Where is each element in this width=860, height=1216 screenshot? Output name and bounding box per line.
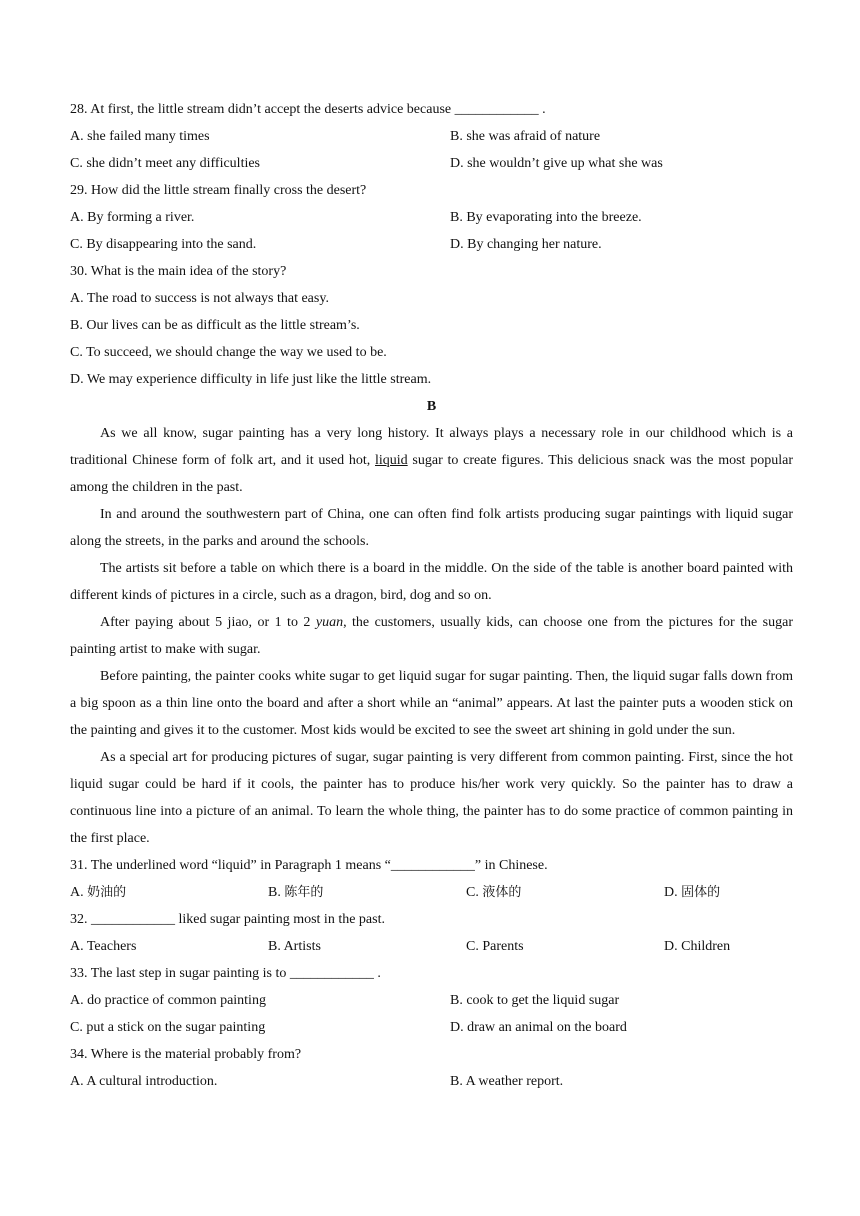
exam-page (70, 96, 793, 1095)
option-29-c: C. By disappearing into the sand. (70, 237, 257, 252)
option-28-c: C. she didn’t meet any difficulties (70, 156, 261, 171)
option-30-c: C. To succeed, we should change the way we used to be. (70, 345, 387, 360)
paragraph-1-text-start: As we all know, sugar painting has a very long history. It always plays a necessary role in our childhood which is a traditional Chinese form of folk art, and it used hot, (70, 426, 793, 468)
passage-paragraph-6: As a special art for producing pictures of sugar, sugar painting is very different from common painting. First, since the hot liquid sugar could be hard if it cools, the painter has to produce his/her work very quickly. So the painter has to draw a continuous line into a picture of an animal. To learn the whole thing, the painter has to do some practice of common painting in the first place. (70, 750, 793, 846)
section-b-heading: B (426, 399, 437, 414)
option-31-b (268, 879, 466, 906)
option-29-a: A. By forming a river. (70, 210, 195, 225)
option-30-d: D. We may experience difficulty in life just like the little stream. (70, 372, 432, 387)
question-31-options (70, 879, 793, 906)
passage-paragraph-2: In and around the southwestern part of China, one can often find folk artists producing sugar paintings with liquid sugar along the streets, in the parks and around the schools. (70, 507, 793, 549)
option-31-b-text: 陈年的 (284, 885, 324, 900)
question-33-stem: 33. The last step in sugar painting is to ____________ . (70, 966, 381, 981)
passage-paragraph-4 (70, 609, 793, 663)
passage-paragraph-5: Before painting, the painter cooks white sugar to get liquid sugar for sugar painting. Then, the liquid sugar falls down from a big spoon as a thin line onto the board and after a short while an “animal” appears. At last the painter puts a wooden stick on the painting and gives it to the customer. Most kids would be excited to see the sweet art shining in gold under the sun. (70, 669, 793, 738)
option-32-b: B. Artists (268, 939, 321, 954)
option-31-a-letter: A. (70, 885, 84, 900)
passage-paragraph-1 (70, 420, 793, 501)
option-28-b: B. she was afraid of nature (450, 129, 601, 144)
question-28-options-row-2 (70, 150, 793, 177)
paragraph-4-text-end: , the customers, usually kids, can choose one from the pictures for the sugar painting artist to make with sugar. (70, 615, 793, 657)
question-34-stem: 34. Where is the material probably from? (70, 1047, 302, 1062)
option-29-d: D. By changing her nature. (450, 237, 602, 252)
option-32-c: C. Parents (466, 939, 524, 954)
paragraph-1-text-end: sugar to create figures. This delicious snack was the most popular among the children in the past. (70, 453, 793, 495)
option-31-b-letter: B. (268, 885, 281, 900)
passage-paragraph-3: The artists sit before a table on which there is a board in the middle. On the side of the table is another board painted with different kinds of pictures in a circle, such as a dragon, bird, dog and so on. (70, 561, 793, 603)
question-33-options-row-2 (70, 1014, 793, 1041)
option-31-a (70, 879, 268, 906)
paragraph-4-text-start: After paying about 5 jiao, or 1 to 2 (100, 615, 316, 630)
question-33-options-row-1 (70, 987, 793, 1014)
option-31-c (466, 879, 664, 906)
question-29-stem: 29. How did the little stream finally cross the desert? (70, 183, 367, 198)
option-31-d (664, 879, 720, 906)
question-30-stem: 30. What is the main idea of the story? (70, 264, 287, 279)
option-33-c: C. put a stick on the sugar painting (70, 1020, 266, 1035)
option-33-a: A. do practice of common painting (70, 993, 266, 1008)
option-28-a: A. she failed many times (70, 129, 210, 144)
option-29-b: B. By evaporating into the breeze. (450, 210, 642, 225)
question-31-stem: 31. The underlined word “liquid” in Paragraph 1 means “____________” in Chinese. (70, 858, 548, 873)
option-31-c-text: 液体的 (482, 885, 522, 900)
option-33-b: B. cook to get the liquid sugar (450, 993, 620, 1008)
option-28-d: D. she wouldn’t give up what she was (450, 156, 663, 171)
option-30-b: B. Our lives can be as difficult as the little stream’s. (70, 318, 360, 333)
question-28-options-row-1 (70, 123, 793, 150)
question-34-options-row-1 (70, 1068, 793, 1095)
option-31-c-letter: C. (466, 885, 479, 900)
question-32-stem: 32. ____________ liked sugar painting most in the past. (70, 912, 385, 927)
option-31-a-text: 奶油的 (87, 885, 127, 900)
question-29-options-row-2 (70, 231, 793, 258)
option-30-a: A. The road to success is not always that easy. (70, 291, 329, 306)
option-32-a: A. Teachers (70, 939, 137, 954)
option-33-d: D. draw an animal on the board (450, 1020, 627, 1035)
italic-word-yuan: yuan (315, 615, 344, 630)
question-29-options-row-1 (70, 204, 793, 231)
option-34-b: B. A weather report. (450, 1074, 564, 1089)
option-31-d-text: 固体的 (681, 885, 721, 900)
question-32-options (70, 933, 793, 960)
option-32-d: D. Children (664, 939, 731, 954)
question-28-stem: 28. At first, the little stream didn’t accept the deserts advice because ____________ . (70, 102, 546, 117)
option-34-a: A. A cultural introduction. (70, 1074, 218, 1089)
underlined-word-liquid: liquid (375, 453, 408, 468)
option-31-d-letter: D. (664, 885, 678, 900)
